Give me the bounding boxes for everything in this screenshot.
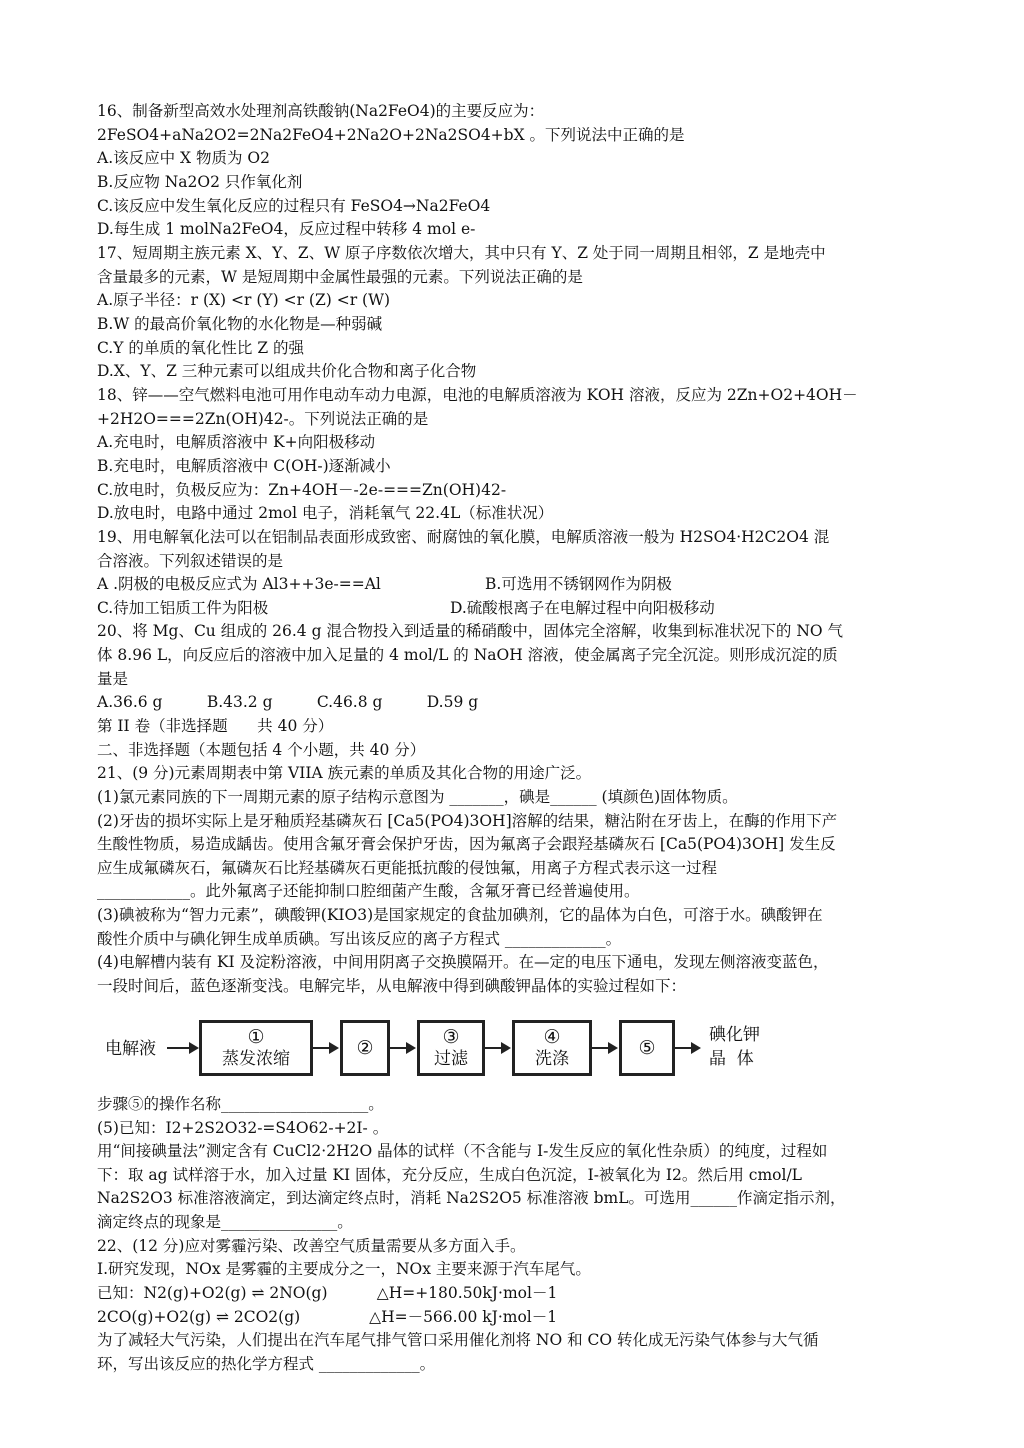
q18-option-a: A.充电时，电解质溶液中 K+向阳极移动: [97, 433, 376, 451]
step-number: ③: [442, 1026, 460, 1048]
flow-arrow-head: [189, 1042, 199, 1054]
q21-part5-line1: 用“间接碘量法”测定含有 CuCl2·2H2O 晶体的试样（不含能与 I-发生反应的氧化性杂质）的纯度，过程如: [97, 1142, 828, 1160]
q22-equation-2: 2CO(g)+O2(g) ⇌ 2CO2(g) △H=－566.00 kJ·mol－1: [97, 1308, 558, 1326]
q16-equation: 2FeSO4+aNa2O2=2Na2FeO4+2Na2O+2Na2SO4+bX 。下列说法中正确的是: [97, 126, 685, 144]
q20-options: A.36.6 g B.43.2 g C.46.8 g D.59 g: [97, 693, 479, 711]
q19-option-c: C.待加工铝质工件为阳极: [97, 599, 269, 617]
q21-part2-line4: ____________。此外氟离子还能抑制口腔细菌产生酸，含氟牙膏已经普遍使用。: [97, 882, 640, 900]
flow-step-2: [340, 1020, 390, 1076]
q22-part1-intro: I.研究发现，NOx 是雾霾的主要成分之一，NOx 主要来源于汽车尾气。: [97, 1260, 591, 1278]
q18-stem-line2: +2H2O===2Zn(OH)42-。下列说法正确的是: [97, 410, 429, 428]
q20-stem-line1: 20、将 Mg、Cu 组成的 26.4 g 混合物投入到适量的稀硝酸中，固体完全溶解，收集到标准状况下的 NO 气: [97, 622, 844, 640]
flow-step-5: [619, 1020, 675, 1076]
q21-part1: (1)氯元素同族的下一周期元素的原子结构示意图为 _______，碘是______ (填颜色)固体物质。: [97, 788, 738, 806]
q16-option-c: C.该反应中发生氧化反应的过程只有 FeSO4→Na2FeO4: [97, 197, 491, 215]
flow-arrow: [167, 1047, 191, 1049]
q21-part2-line3: 应生成氟磷灰石，氟磷灰石比羟基磷灰石更能抵抗酸的侵蚀氟，用离子方程式表示这一过程: [97, 859, 718, 877]
q18-stem-line1: 18、锌——空气燃料电池可用作电动车动力电源，电池的电解质溶液为 KOH 溶液，反应为 2Zn+O2+4OH－: [97, 386, 858, 404]
q17-option-d: D.X、Y、Z 三种元素可以组成共价化合物和离子化合物: [97, 362, 477, 380]
step-number: ⑤: [638, 1037, 656, 1059]
q17-stem-line2: 含量最多的元素，W 是短周期中金属性最强的元素。下列说法正确的是: [97, 268, 583, 286]
q19-stem-line2: 合溶液。下列叙述错误的是: [97, 552, 284, 570]
step-number: ①: [247, 1026, 265, 1048]
flow-step-4: [512, 1020, 592, 1076]
flow-arrow-head: [608, 1042, 618, 1054]
q19-option-b: B.可选用不锈钢网作为阴极: [485, 575, 672, 593]
flow-arrow-head: [329, 1042, 339, 1054]
flow-step-3: [417, 1020, 485, 1076]
flow-arrow-head: [406, 1042, 416, 1054]
q18-option-d: D.放电时，电路中通过 2mol 电子，消耗氧气 22.4L（标准状况）: [97, 504, 554, 522]
q21-part5-line4: 滴定终点的现象是_______________。: [97, 1213, 353, 1231]
q21-part5-given: (5)已知：I2+2S2O32-=S4O62-+2I- 。: [97, 1119, 389, 1137]
process-flow-diagram: [97, 1016, 777, 1080]
flow-arrow-head: [501, 1042, 511, 1054]
q21-part3-line1: (3)碘被称为“智力元素”，碘酸钾(KIO3)是国家规定的食盐加碘剂，它的晶体为白色，可溶于水。碘酸钾在: [97, 906, 823, 924]
flow-end-label-2: 晶 体: [709, 1049, 754, 1069]
section2-heading: 二、非选择题（本题包括 4 个小题，共 40 分）: [97, 741, 426, 759]
part2-heading: 第 II 卷（非选择题 共 40 分）: [97, 717, 334, 735]
q19-stem-line1: 19、用电解氧化法可以在铝制品表面形成致密、耐腐蚀的氧化膜，电解质溶液一般为 H2SO4·H2C2O4 混: [97, 528, 830, 546]
q22-equation-1: 已知：N2(g)+O2(g) ⇌ 2NO(g) △H=+180.50kJ·mol－1: [97, 1284, 558, 1302]
q17-stem-line1: 17、短周期主族元素 X、Y、Z、W 原子序数依次增大，其中只有 Y、Z 处于同一周期且相邻，Z 是地壳中: [97, 244, 826, 262]
q18-option-b: B.充电时，电解质溶液中 C(OH-)逐渐减小: [97, 457, 391, 475]
q21-part2-line2: 生酸性物质，易造成龋齿。使用含氟牙膏会保护牙齿，因为氟离子会跟羟基磷灰石 [Ca5(PO4)3OH] 发生反: [97, 835, 836, 853]
q21-part4-line2: 一段时间后，蓝色逐渐变浅。电解完毕，从电解液中得到碘酸钾晶体的实验过程如下：: [97, 977, 687, 995]
q21-part4-line1: (4)电解槽内装有 KI 及淀粉溶液，中间用阴离子交换膜隔开。在—定的电压下通电，发现左侧溶液变蓝色，: [97, 953, 829, 971]
q16-stem: 16、制备新型高效水处理剂高铁酸钠(Na2FeO4)的主要反应为：: [97, 102, 545, 120]
step-number: ②: [356, 1037, 374, 1059]
flow-end-label-1: 碘化钾: [709, 1025, 760, 1045]
q16-option-b: B.反应物 Na2O2 只作氧化剂: [97, 173, 303, 191]
q21-step5-question: 步骤⑤的操作名称___________________。: [97, 1095, 384, 1113]
step-name: 过滤: [434, 1049, 468, 1069]
q20-stem-line2: 体 8.96 L，向反应后的溶液中加入足量的 4 mol/L 的 NaOH 溶液，使金属离子完全沉淀。则形成沉淀的质: [97, 646, 838, 664]
q20-stem-line3: 量是: [97, 670, 129, 688]
q17-option-b: B.W 的最高价氧化物的水化物是—种弱碱: [97, 315, 383, 333]
q17-option-c: C.Y 的单质的氧化性比 Z 的强: [97, 339, 305, 357]
q19-option-a: A .阴极的电极反应式为 Al3++3e-==Al: [97, 575, 381, 593]
q16-option-d: D.每生成 1 molNa2FeO4，反应过程中转移 4 mol e-: [97, 220, 476, 238]
q21-stem: 21、(9 分)元素周期表中第 VIIA 族元素的单质及其化合物的用途广泛。: [97, 764, 592, 782]
flow-start-label: 电解液: [105, 1039, 156, 1059]
q22-stem: 22、(12 分)应对雾霾污染、改善空气质量需要从多方面入手。: [97, 1237, 526, 1255]
q21-part5-line2: 下：取 ag 试样溶于水，加入过量 KI 固体，充分反应，生成白色沉淀，I-被氧化为 I2。然后用 cmol/L: [97, 1166, 802, 1184]
q21-part2-line1: (2)牙齿的损坏实际上是牙釉质羟基磷灰石 [Ca5(PO4)3OH]溶解的结果，糖沾附在牙齿上，在酶的作用下产: [97, 812, 838, 830]
q16-option-a: A.该反应中 X 物质为 O2: [97, 149, 271, 167]
flow-arrow-head: [691, 1042, 701, 1054]
step-name: 洗涤: [535, 1049, 569, 1069]
q22-part1-line1: 为了减轻大气污染，人们提出在汽车尾气排气管口采用催化剂将 NO 和 CO 转化成无污染气体参与大气循: [97, 1331, 819, 1349]
q19-option-d: D.硫酸根离子在电解过程中向阳极移动: [450, 599, 715, 617]
q21-part5-line3: Na2S2O3 标准溶液滴定，到达滴定终点时，消耗 Na2S2O5 标准溶液 bmL。可选用______作滴定指示剂，: [97, 1189, 846, 1207]
q21-part3-line2: 酸性介质中与碘化钾生成单质碘。写出该反应的离子方程式 _____________。: [97, 930, 622, 948]
step-name: 蒸发浓缩: [222, 1049, 290, 1069]
step-number: ④: [543, 1026, 561, 1048]
flow-step-1: [199, 1020, 313, 1076]
q22-part1-line2: 环，写出该反应的热化学方程式 _____________。: [97, 1355, 436, 1373]
q18-option-c: C.放电时，负极反应为：Zn+4OH－-2e-===Zn(OH)42-: [97, 481, 507, 499]
q17-option-a: A.原子半径：r (X) <r (Y) <r (Z) <r (W): [97, 291, 391, 309]
